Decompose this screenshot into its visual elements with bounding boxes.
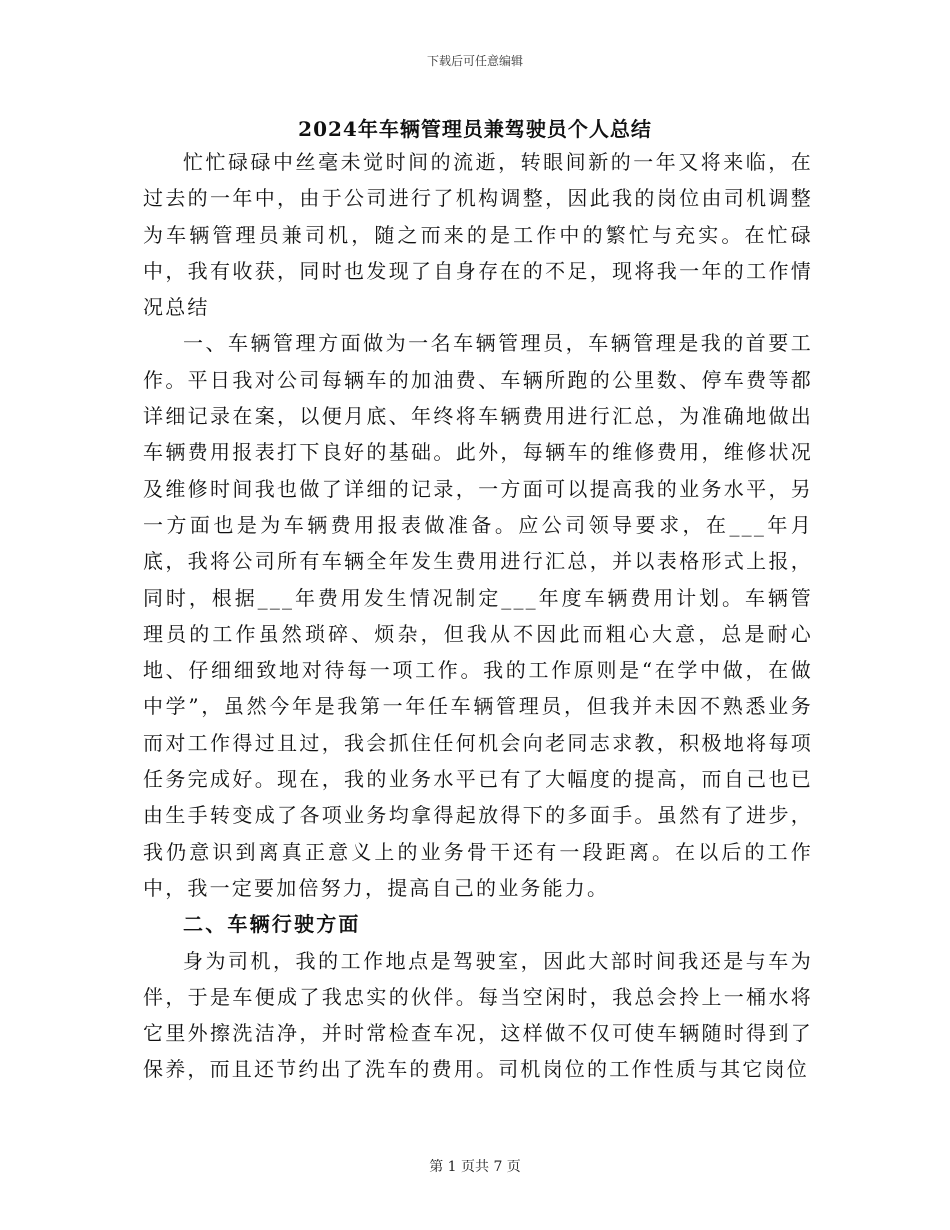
document-title: 2024年车辆管理员兼驾驶员个人总结 <box>298 117 652 141</box>
paragraph-vehicle-management: 一、车辆管理方面做为一名车辆管理员，车辆管理是我的首要工作。平日我对公司每辆车的加油费、车辆所跑的公里数、停车费等都详细记录在案，以便月底、年终将车辆费用进行汇总，为准确地做出车辆费用报表打下良好的基础。此外，每辆车的维修费用，维修状况及维修时间我也做了详细的记录，一方面可以提高我的业务水平，另一方面也是为车辆费用报表做准备。应公司领导要求，在___年月底，我将公司所有车辆全年发生费用进行汇总，并以表格形式上报，同时，根据___年费用发生情况制定___年度车辆费用计划。车辆管理员的工作虽然琐碎、烦杂，但我从不因此而粗心大意，总是耐心地、仔细细致地对待每一项工作。我的工作原则是“在学中做，在做中学”，虽然今年是我第一年任车辆管理员，但我并未因不熟悉业务而对工作得过且过，我会抓住任何机会向老同志求教，积极地将每项任务完成好。现在，我的业务水平已有了大幅度的提高，而自己也已由生手转变成了各项业务均拿得起放得下的多面手。虽然有了进步，我仍意识到离真正意义上的业务骨干还有一段距离。在以后的工作中，我一定要加倍努力，提高自己的业务能力。 <box>143 331 813 900</box>
document-body <box>143 144 813 1088</box>
paragraph-intro: 忙忙碌碌中丝毫未觉时间的流逝，转眼间新的一年又将来临，在过去的一年中，由于公司进行了机构调整，因此我的岗位由司机调整为车辆管理员兼司机，随之而来的是工作中的繁忙与充实。在忙碌中，我有收获，同时也发现了自身存在的不足，现将我一年的工作情况总结 <box>143 150 813 320</box>
paragraph-driving: 身为司机，我的工作地点是驾驶室，因此大部时间我还是与车为伴，于是车便成了我忠实的伙伴。每当空闲时，我总会拎上一桶水将它里外擦洗洁净，并时常检查车况，这样做不仅可使车辆随时得到了保养，而且还节约出了洗车的费用。司机岗位的工作性质与其它岗位 <box>143 948 813 1082</box>
section-heading: 二、车辆行驶方面 <box>183 912 361 937</box>
page-header: 下载后可任意编辑 <box>426 54 523 68</box>
page-footer: 第 1 页共 7 页 <box>429 1159 521 1175</box>
